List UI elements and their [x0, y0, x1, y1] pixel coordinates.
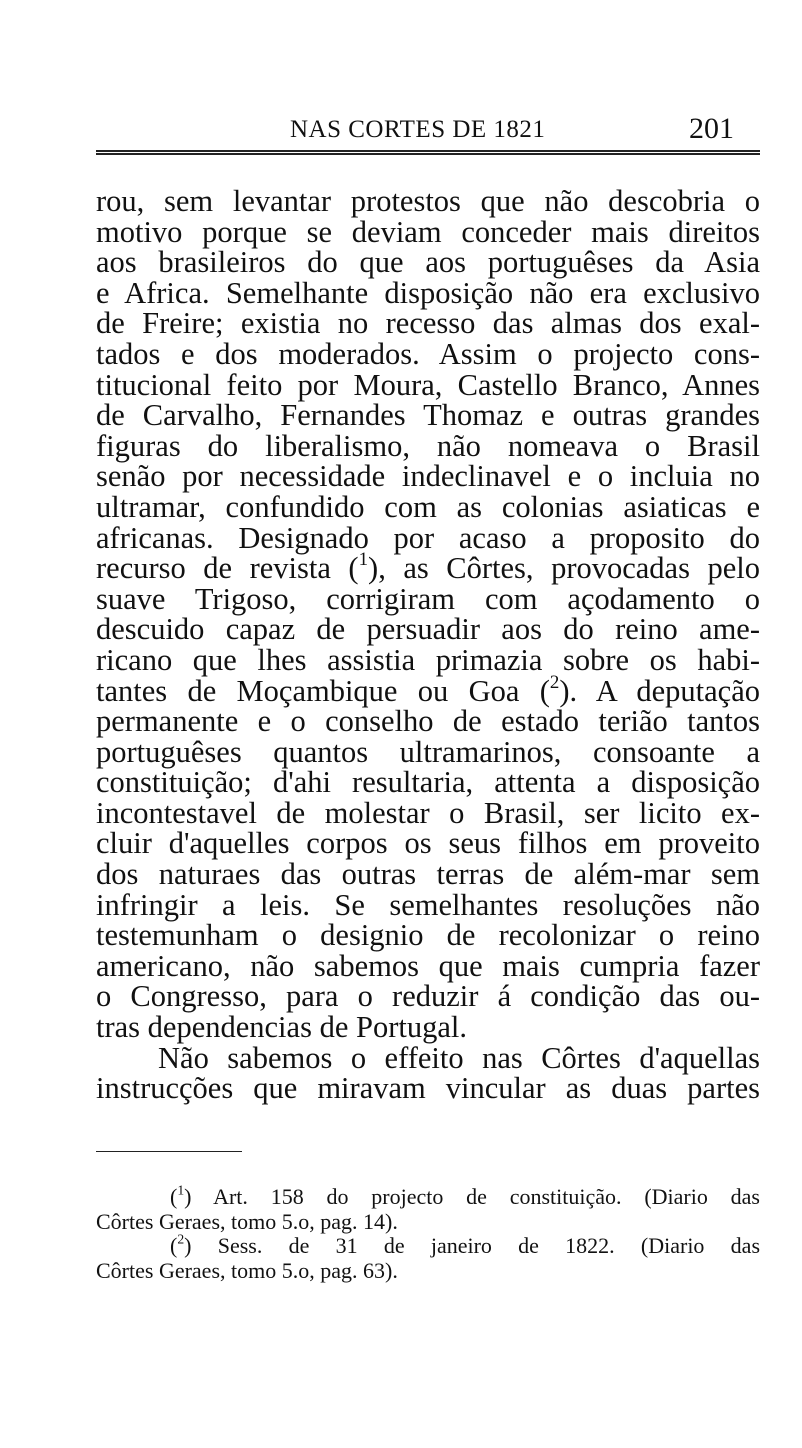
- footnotes: [96, 1182, 761, 1283]
- text-line: suave Trigoso, corrigiram com açodamento o: [96, 581, 760, 616]
- text-line: dos naturaes das outras terras de além-mar sem: [96, 857, 760, 892]
- text-line: de Carvalho, Fernandes Thomaz e outras grandes: [96, 398, 760, 433]
- paragraph-end-line: tras dependencias de Portugal.: [96, 1010, 467, 1045]
- text-segment: ), as Côrtes, provocadas pelo: [368, 551, 760, 586]
- footnote-marker: ($^1$): [170, 1182, 214, 1209]
- paragraph-start-line: Não sabemos o effeito nas Côrtes d'aquellas: [158, 1040, 760, 1075]
- footnote-2: [96, 1231, 761, 1259]
- footnote-reference[interactable]: 2: [549, 671, 560, 693]
- text-segment: recurso de revista (: [96, 551, 359, 586]
- page-number: 201: [689, 112, 734, 145]
- text-line: portuguêses quantos ultramarinos, consoante a: [96, 734, 760, 769]
- footnote-1-continuation: Côrtes Geraes, tomo 5.o, pag. 14).: [96, 1208, 398, 1234]
- text-line: e Africa. Semelhante disposição não era exclusivo: [96, 275, 760, 310]
- text-line: figuras do liberalismo, não nomeava o Brasil: [96, 428, 760, 463]
- text-line: aos brasileiros do que aos portuguêses da Asia: [96, 245, 760, 280]
- text-line: incontestavel de molestar o Brasil, ser licito ex-: [96, 795, 760, 830]
- text-line-footnote-ref-1: [96, 548, 760, 586]
- text-line: cluir d'aquelles corpos os seus filhos em proveito: [96, 826, 760, 861]
- text-line: o Congresso, para o reduzir á condição das ou-: [96, 979, 760, 1014]
- text-line: tados e dos moderados. Assim o projecto cons-: [96, 336, 760, 371]
- text-line: permanente e o conselho de estado terião tantos: [96, 704, 760, 739]
- text-line: descuido capaz de persuadir aos do reino ame-: [96, 612, 760, 647]
- text-line-footnote-ref-2: [96, 671, 760, 708]
- footnote-1: [96, 1182, 760, 1210]
- text-line: senão por necessidade indeclinavel e o incluia no: [96, 459, 760, 494]
- header-double-rule: [96, 150, 760, 155]
- body-text: [96, 186, 760, 1104]
- text-line: de Freire; existia no recesso das almas dos exal-: [96, 306, 760, 341]
- text-line: infringir a leis. Se semelhantes resoluções não: [96, 887, 760, 922]
- text-segment: ). A deputação: [559, 673, 760, 708]
- text-line: titucional feito por Moura, Castello Branco, Annes: [96, 367, 760, 402]
- running-title: NAS CORTES DE 1821: [290, 116, 546, 143]
- running-header: [96, 110, 760, 146]
- text-line: rou, sem levantar protestos que não descobria o: [96, 184, 760, 218]
- text-line: ricano que lhes assistia primazia sobre os habi-: [96, 642, 760, 677]
- footnote-separator: [96, 1151, 242, 1152]
- text-line: constituição; d'ahi resultaria, attenta a disposição: [96, 765, 760, 800]
- text-line: instrucções que miravam vincular as duas partes: [96, 1071, 760, 1106]
- text-line: americano, não sabemos que mais cumpria fazer: [96, 948, 760, 983]
- text-line: motivo porque se deviam conceder mais direitos: [96, 214, 760, 249]
- text-line: africanas. Designado por acaso a proposito do: [96, 520, 760, 555]
- footnote-text: Sess. de 31 de janeiro de 1822. (Diario das: [217, 1233, 761, 1258]
- footnote-text: Art. 158 do projecto de constituição. (Diario das: [213, 1184, 760, 1209]
- text-line: testemunham o designio de recolonizar o reino: [96, 918, 760, 953]
- footnote-2-continuation: Côrtes Geraes, tomo 5.o, pag. 63).: [96, 1257, 398, 1283]
- footnote-marker: ($^2$): [170, 1231, 218, 1258]
- text-line: ultramar, confundido com as colonias asiaticas e: [96, 489, 760, 524]
- footnote-reference[interactable]: 1: [358, 548, 369, 570]
- text-segment: tantes de Moçambique ou Goa (: [96, 673, 550, 708]
